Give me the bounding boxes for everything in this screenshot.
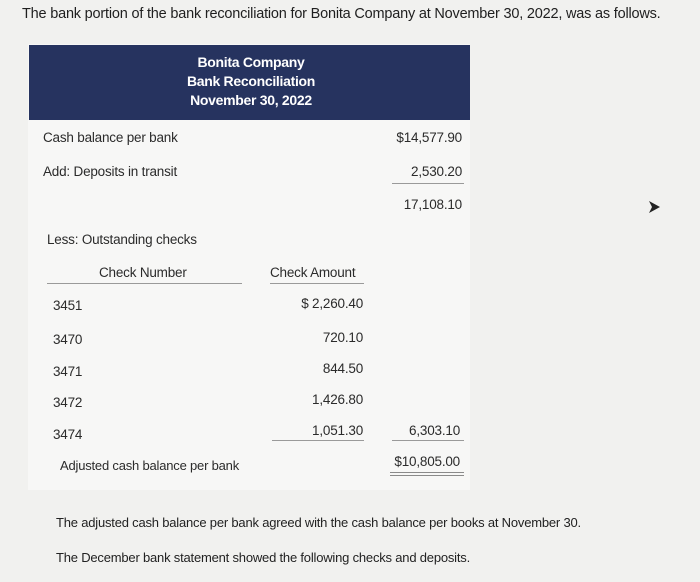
deposits-underline: [392, 183, 464, 184]
adjusted-double-underline-1: [390, 472, 464, 473]
cash-balance-label: Cash balance per bank: [43, 130, 178, 145]
total-outstanding-value: 6,303.10: [409, 423, 460, 438]
statement-header: [29, 45, 470, 120]
deposits-label: Add: Deposits in transit: [43, 164, 178, 179]
statement-title: Bank Reconciliation: [186, 73, 316, 89]
total-outstanding-underline: [392, 440, 464, 441]
check-number-2: 3470: [53, 332, 83, 347]
cash-balance-value: $14,577.90: [396, 130, 462, 145]
col-amount-underline: [270, 283, 364, 284]
checks-total-underline: [272, 440, 364, 441]
subtotal-value: 17,108.10: [403, 197, 462, 212]
mouse-cursor-icon: [647, 200, 661, 214]
statement-date: November 30, 2022: [190, 92, 312, 108]
check-number-4: 3472: [53, 395, 83, 410]
check-number-5: 3474: [53, 427, 83, 442]
check-amount-5: 1,051.30: [312, 423, 363, 438]
outstanding-label: Less: Outstanding checks: [47, 232, 197, 247]
footer-line-1: The adjusted cash balance per bank agreed with the cash balance per books at November 30.: [56, 515, 581, 530]
check-amount-4: 1,426.80: [312, 392, 363, 407]
footer-line-2: The December bank statement showed the following checks and deposits.: [56, 550, 470, 565]
check-amount-2: 720.10: [322, 330, 363, 345]
adjusted-value: $10,805.00: [394, 454, 460, 469]
check-amount-3: 844.50: [322, 361, 363, 376]
check-number-3: 3471: [53, 364, 83, 379]
check-amount-1: $ 2,260.40: [301, 296, 363, 311]
check-number-1: 3451: [53, 298, 83, 313]
col-check-number: Check Number: [99, 265, 187, 280]
col-number-underline: [47, 283, 242, 284]
intro-text: The bank portion of the bank reconciliation for Bonita Company at November 30, 2022, was as follows.: [22, 6, 661, 22]
adjusted-label: Adjusted cash balance per bank: [60, 458, 240, 473]
col-check-amount: Check Amount: [270, 265, 356, 280]
company-name: Bonita Company: [197, 54, 305, 70]
adjusted-double-underline-2: [390, 475, 464, 476]
deposits-value: 2,530.20: [411, 164, 462, 179]
